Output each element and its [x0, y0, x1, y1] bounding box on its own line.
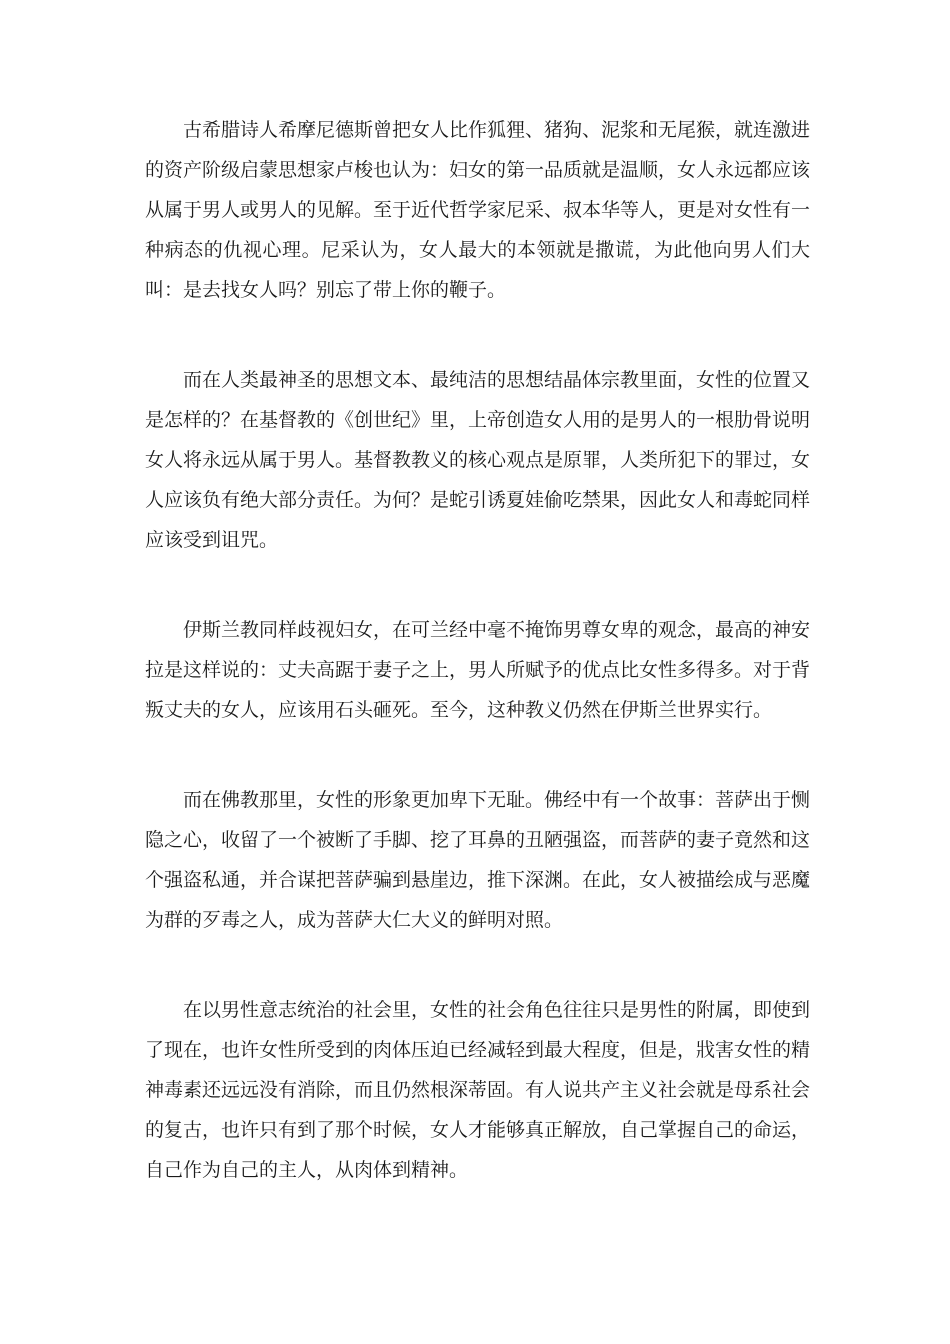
document-body — [145, 110, 810, 1190]
paragraph-3: 伊斯兰教同样歧视妇女，在可兰经中毫不掩饰男尊女卑的观念，最高的神安拉是这样说的：丈夫高踞于妻子之上，男人所赋予的优点比女性多得多。对于背叛丈夫的女人，应该用石头砸死。至今，这种教义仍然在伊斯兰世界实行。 — [145, 619, 811, 721]
paragraph-5: 在以男性意志统治的社会里，女性的社会角色往往只是男性的附属，即使到了现在，也许女性所受到的肉体压迫已经减轻到最大程度，但是，戕害女性的精神毒素还远远没有消除，而且仍然根深蒂固。有人说共产主义社会就是母系社会的复古，也许只有到了那个时候，女人才能够真正解放，自己掌握自己的命运，自己作为自己的主人，从肉体到精神。 — [145, 999, 811, 1181]
paragraph-2: 而在人类最神圣的思想文本、最纯洁的思想结晶体宗教里面，女性的位置又是怎样的？在基督教的《创世纪》里，上帝创造女人用的是男人的一根肋骨说明女人将永远从属于男人。基督教教义的核心观点是原罪，人类所犯下的罪过，女人应该负有绝大部分责任。为何？是蛇引诱夏娃偷吃禁果，因此女人和毒蛇同样应该受到诅咒。 — [145, 369, 811, 551]
paragraph-4: 而在佛教那里，女性的形象更加卑下无耻。佛经中有一个故事：菩萨出于恻隐之心，收留了一个被断了手脚、挖了耳鼻的丑陋强盗，而菩萨的妻子竟然和这个强盗私通，并合谋把菩萨骗到悬崖边，推下深渊。在此，女人被描绘成与恶魔为群的歹毒之人，成为菩萨大仁大义的鲜明对照。 — [145, 789, 811, 931]
paragraph-1: 古希腊诗人希摩尼德斯曾把女人比作狐狸、猪狗、泥浆和无尾猴，就连激进的资产阶级启蒙思想家卢梭也认为：妇女的第一品质就是温顺，女人永远都应该从属于男人或男人的见解。至于近代哲学家尼采、叔本华等人，更是对女性有一种病态的仇视心理。尼采认为，女人最大的本领就是撒谎，为此他向男人们大叫：是去找女人吗？别忘了带上你的鞭子。 — [145, 119, 811, 301]
